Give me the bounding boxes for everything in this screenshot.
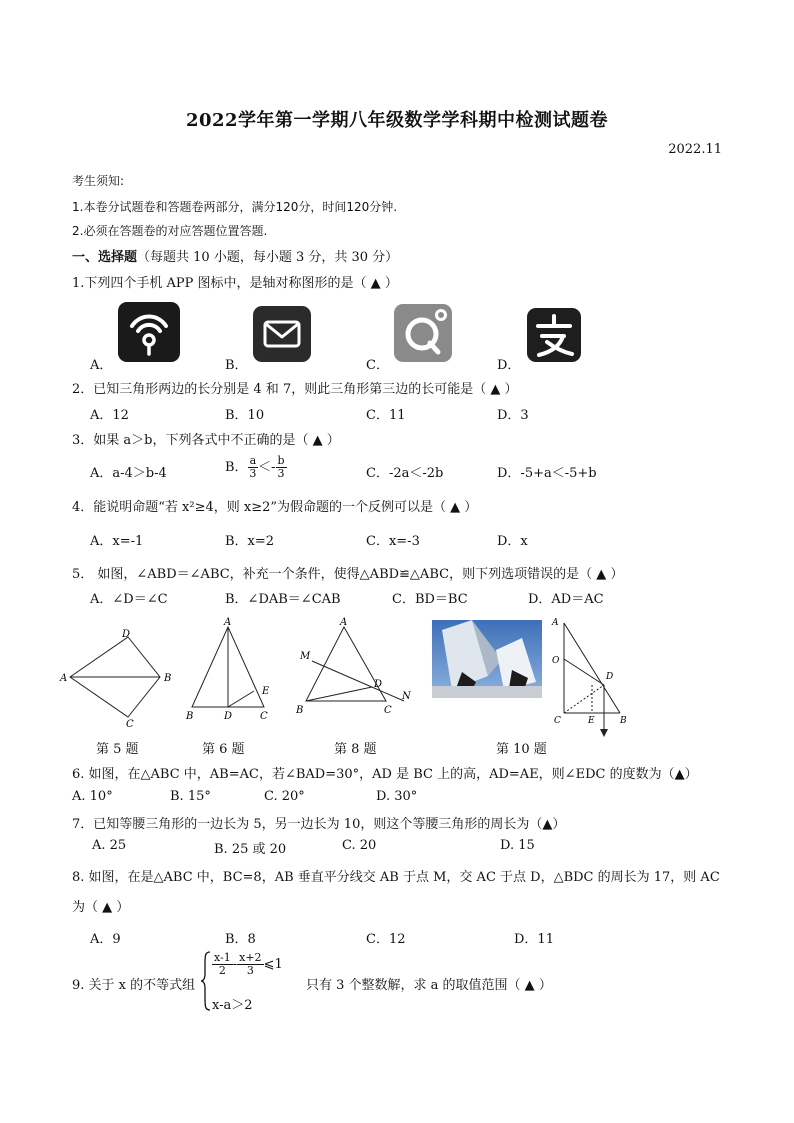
q8-option-a: A．9 (90, 932, 121, 947)
fraction: $\frac{x+2}{3}$ (239, 951, 262, 977)
q6-option-a: A. 10° (72, 789, 113, 804)
q4-option-c: C．x=-3 (366, 534, 420, 549)
q8-option-c: C．12 (366, 932, 406, 947)
q9-suffix: 只有 3 个整数解，求 a 的取值范围（ ▲ ） (306, 978, 552, 993)
point-label: D (122, 629, 131, 640)
figure-q6 (182, 615, 282, 723)
point-label: O (552, 656, 560, 666)
section-heading (72, 246, 398, 265)
q3-option-b-label: B． (225, 460, 248, 475)
point-label: E (588, 716, 595, 726)
fraction: $\frac{x-1}{2}$ (214, 951, 231, 977)
q7-option-b: B. 25 或 20 (214, 842, 287, 857)
q4-option-d: D．x (497, 534, 528, 549)
q1-label-a: A． (90, 358, 113, 373)
alipay-icon (527, 308, 581, 362)
wifi-key-icon (118, 302, 180, 362)
q-search-icon (394, 304, 452, 362)
figure-q5 (56, 625, 180, 730)
q3-option-b: B． $\frac{a}{3}$ ＜- $\frac{b}{3}$ (225, 454, 285, 480)
figure-caption: 第 5 题 (96, 742, 139, 757)
q4-stem: 4．能说明命题“若 x²≥4，则 x≥2”为假命题的一个反例可以是（ ▲ ） (72, 500, 478, 515)
q5-option-b: B．∠DAB＝∠CAB (225, 592, 341, 607)
q8-option-d: D．11 (514, 932, 554, 947)
point-label: C (554, 716, 561, 726)
q2-stem: 2．已知三角形两边的长分别是 4 和 7，则此三角形第三边的长可能是（ ▲ ） (72, 382, 518, 397)
point-label: D (224, 711, 233, 722)
q2-option-d: D．3 (497, 408, 529, 423)
notice-item: 2.必须在答题卷的对应答题位置答题. (72, 224, 268, 238)
point-label: C (384, 705, 392, 716)
q8-stem-cont: 为（ ▲ ） (72, 900, 130, 915)
section-detail: （每题共 10 小题，每小题 3 分，共 30 分） (137, 250, 399, 265)
q6-option-c: C. 20° (264, 789, 305, 804)
brace-symbol (200, 950, 212, 1012)
q9-prefix: 9. 关于 x 的不等式组 (72, 978, 196, 993)
notice-heading: 考生须知: (72, 174, 125, 188)
q7-option-c: C. 20 (342, 838, 377, 853)
figure-q8 (290, 615, 418, 723)
point-label: B (620, 716, 627, 726)
q4-option-b: B．x=2 (225, 534, 275, 549)
point-label: N (402, 691, 411, 702)
point-label: C (126, 719, 134, 730)
q7-option-d: D. 15 (500, 838, 535, 853)
point-label: A (60, 673, 68, 684)
q2-option-a: A．12 (90, 408, 129, 423)
q1-label-c: C． (366, 358, 389, 373)
q1-stem: 1.下列四个手机 APP 图标中，是轴对称图形的是（ ▲ ） (72, 276, 398, 291)
point-label: C (260, 711, 268, 722)
figure-caption: 第 10 题 (496, 742, 547, 757)
q5-option-d: D．AD＝AC (528, 592, 604, 607)
fraction: $\frac{a}{3}$ (249, 454, 257, 480)
point-label: B (296, 705, 304, 716)
q5-option-c: C．BD＝BC (392, 592, 468, 607)
q6-stem: 6. 如图，在△ABC 中，AB=AC，若∠BAD=30°，AD 是 BC 上的高，AD=AE，则∠EDC 的度数为（▲） (72, 767, 698, 782)
point-label: B (186, 711, 194, 722)
pyramid-photo (432, 620, 542, 698)
point-label: B (164, 673, 172, 684)
point-label: A (340, 617, 348, 628)
figure-caption: 第 8 题 (334, 742, 377, 757)
page-title: 2022学年第一学期八年级数学学科期中检测试题卷 (185, 110, 609, 131)
q4-option-a: A．x=-1 (90, 534, 144, 549)
exam-date: 2022.11 (668, 142, 722, 157)
q2-option-b: B．10 (225, 408, 265, 423)
figure-q10 (548, 615, 638, 740)
q6-option-d: D. 30° (376, 789, 418, 804)
q1-label-b: B． (225, 358, 248, 373)
q3-option-a: A．a-4＞b-4 (90, 466, 167, 481)
q8-option-b: B．8 (225, 932, 256, 947)
q2-option-c: C．11 (366, 408, 406, 423)
point-label: D (606, 672, 614, 682)
section-label: 一、选择题 (72, 250, 138, 265)
q9-inequality-2: x-a＞2 (212, 998, 253, 1013)
q7-stem: 7．已知等腰三角形的一边长为 5，另一边长为 10，则这个等腰三角形的周长为（▲） (72, 817, 566, 832)
point-label: M (300, 651, 311, 662)
mail-icon (253, 306, 311, 362)
q8-stem: 8. 如图，在是△ABC 中，BC=8，AB 垂直平分线交 AB 于点 M，交 AC 于点 D，△BDC 的周长为 17，则 AC (72, 870, 720, 885)
point-label: A (224, 617, 232, 628)
point-label: A (552, 618, 559, 628)
notice-item: 1.本卷分试题卷和答题卷两部分，满分120分，时间120分钟. (72, 200, 398, 214)
q9-inequality-1: $\frac{x-1}{2}$ - $\frac{x+2}{3}$ ⩽1 (214, 951, 283, 977)
point-label: D (374, 679, 383, 690)
q5-option-a: A．∠D＝∠C (90, 592, 168, 607)
q3-stem: 3．如果 a＞b，下列各式中不正确的是（ ▲ ） (72, 433, 340, 448)
q5-stem: 5． 如图，∠ABD＝∠ABC，补充一个条件，使得△ABD≌△ABC，则下列选项错误的是（ ▲ ） (72, 567, 624, 582)
q1-label-d: D． (497, 358, 521, 373)
point-label: E (262, 686, 270, 697)
q7-option-a: A. 25 (92, 838, 127, 853)
q3-option-c: C．-2a＜-2b (366, 466, 444, 481)
fraction: $\frac{b}{3}$ (277, 454, 285, 480)
figure-caption: 第 6 题 (202, 742, 245, 757)
q3-option-d: D．-5+a＜-5+b (497, 466, 597, 481)
q6-option-b: B. 15° (170, 789, 211, 804)
